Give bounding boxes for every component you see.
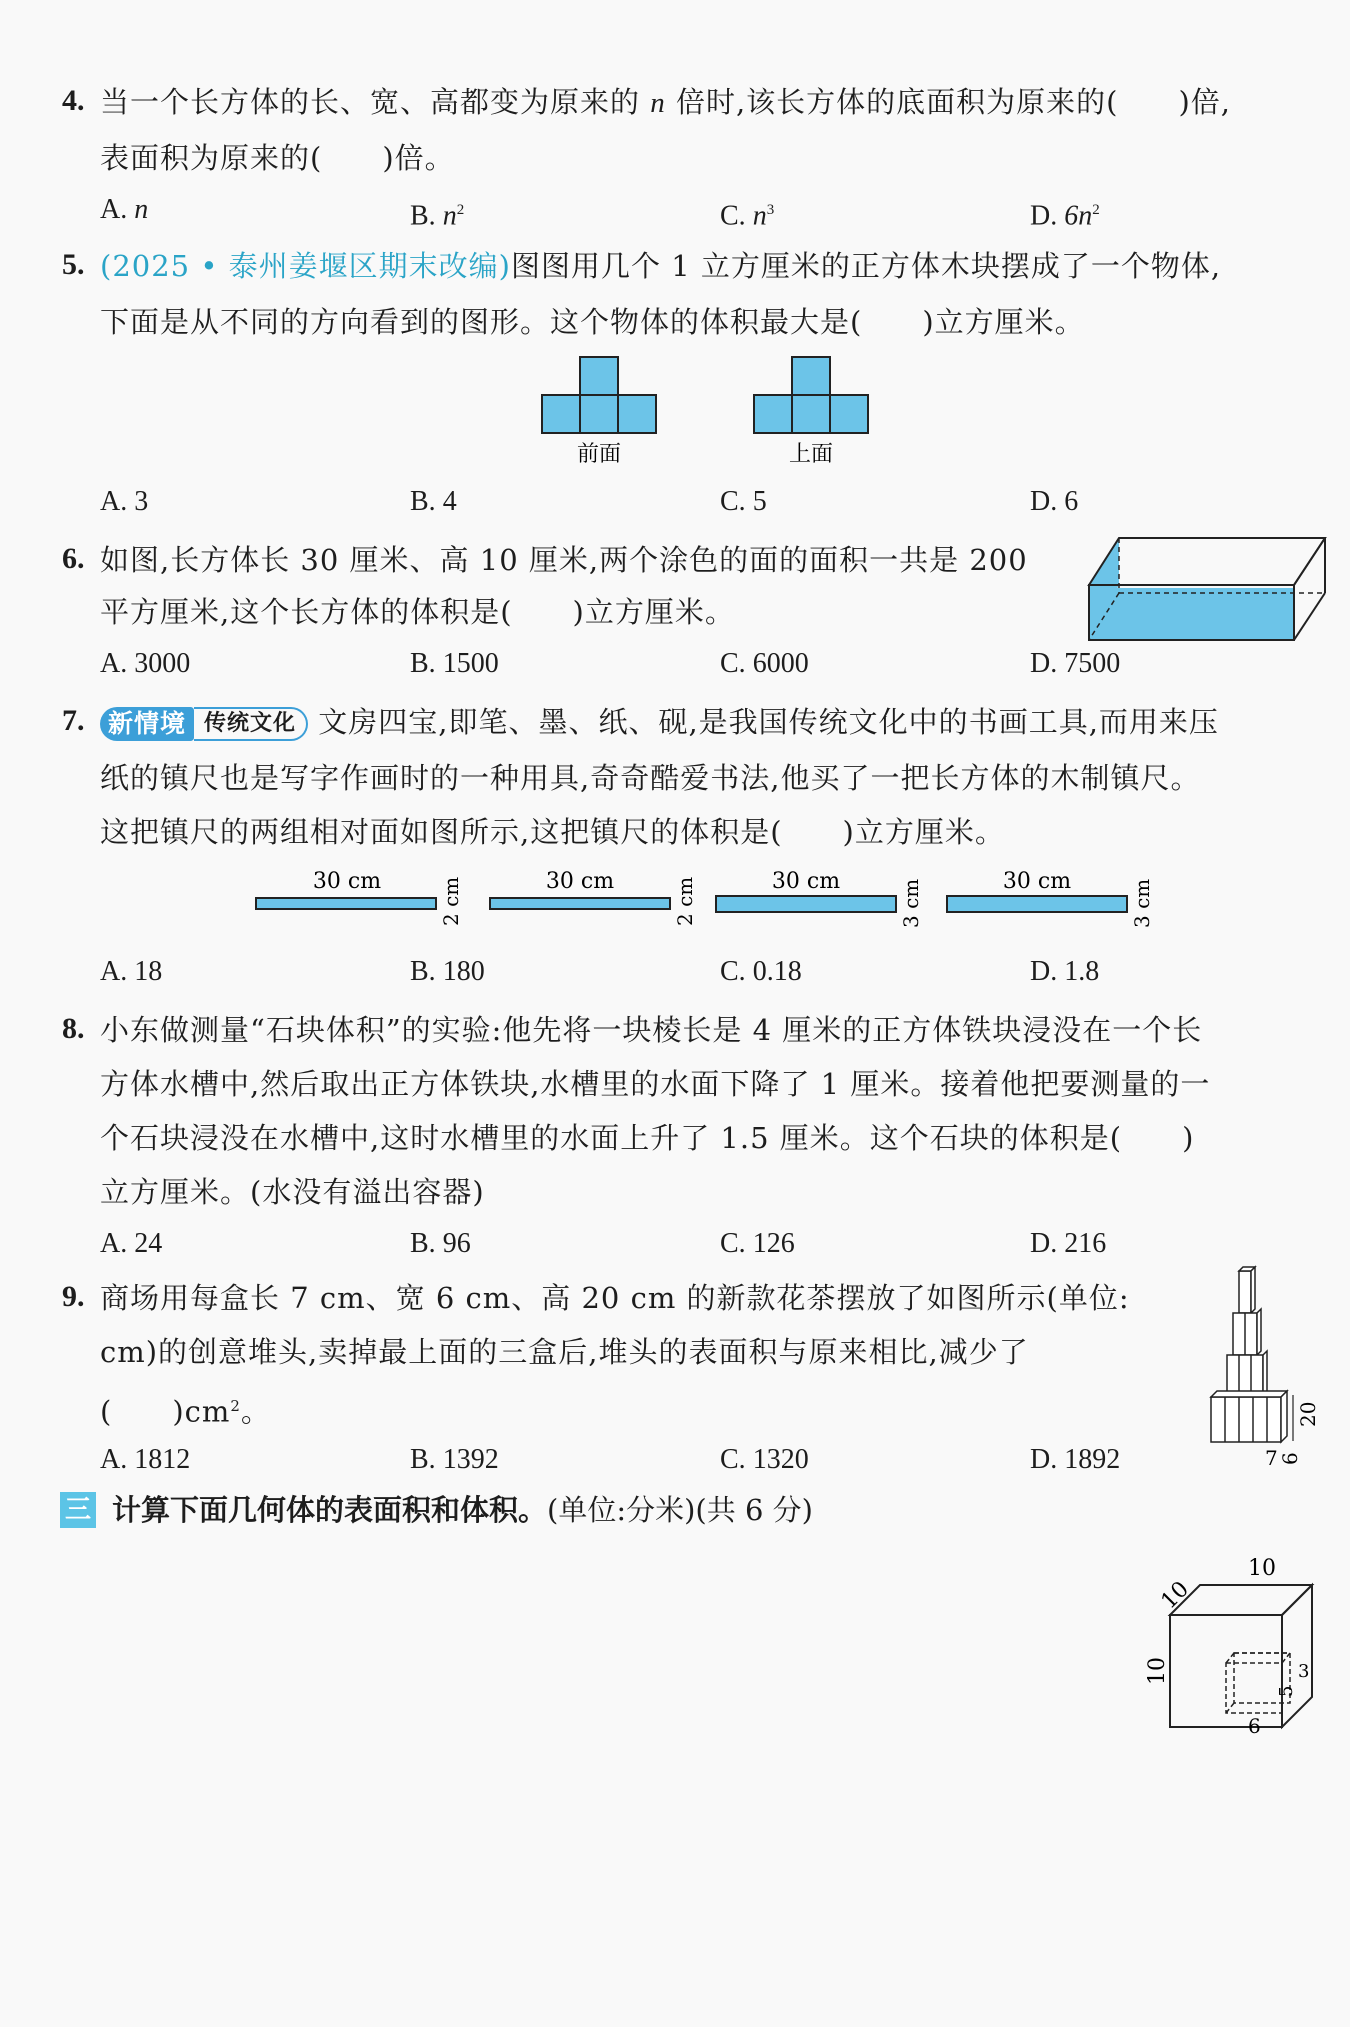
option-label: A. (100, 956, 128, 987)
q8-number: 8. (62, 1012, 85, 1045)
q5-option-c[interactable] (720, 482, 767, 522)
q8-stem-line3: 个石块浸没在水槽中,这时水槽里的水面上升了 1.5 厘米。这个石块的体积是( ) (100, 1121, 1195, 1155)
q9-fig-width: 6 (1278, 1452, 1302, 1465)
option-label: B. (410, 1228, 436, 1259)
q7-stem-line3: 这把镇尺的两组相对面如图所示,这把镇尺的体积是( )立方厘米。 (100, 815, 1005, 849)
q5-stem-line1 (100, 246, 1221, 286)
q7-option-c[interactable] (720, 952, 802, 992)
q7-face-2 (490, 869, 697, 926)
q7-face-1-side: 2 cm (439, 876, 463, 926)
option-value: 1.8 (1064, 956, 1100, 987)
section-3-top-edge: 10 (1248, 1556, 1276, 1581)
q4-number: 4. (62, 84, 85, 117)
section-3-points: (单位:分米)(共 6 分) (547, 1493, 813, 1527)
q7-option-b[interactable] (410, 952, 485, 992)
option-label: D. (1030, 648, 1058, 679)
option-label: B. (410, 200, 436, 232)
q9-stem-line2: cm)的创意堆头,卖掉最上面的三盒后,堆头的表面积与原来相比,减少了 (100, 1335, 1029, 1369)
q4-stem-line2: 表面积为原来的( )倍。 (100, 141, 455, 175)
option-exponent: 2 (456, 202, 465, 218)
q9-stem-line3 (100, 1386, 271, 1432)
q5-views-figure (530, 355, 910, 470)
option-label: D. (1030, 486, 1058, 517)
q9-number: 9. (62, 1280, 85, 1313)
q5-option-d[interactable] (1030, 482, 1078, 522)
q5-text-a: 图图用几个 1 立方厘米的正方体木块摆成了一个物体, (510, 249, 1222, 283)
option-label: A. (100, 1444, 128, 1475)
q7-face-1-length: 30 cm (312, 869, 382, 894)
option-label: C. (720, 486, 746, 517)
section-3-title (112, 1490, 813, 1530)
q5-source: (2025 • 泰州姜堰区期末改编) (100, 249, 511, 283)
option-label: C. (720, 956, 746, 987)
q4-option-c[interactable] (720, 190, 774, 236)
q7-face-1 (256, 869, 463, 926)
section-3-heading: 计算下面几何体的表面积和体积。 (112, 1493, 548, 1527)
q5-front-view (542, 357, 656, 467)
q7-face-2-length: 30 cm (545, 869, 615, 894)
q8-option-c[interactable] (720, 1224, 795, 1264)
option-value: 3 (134, 486, 149, 517)
q8-option-b[interactable] (410, 1224, 471, 1264)
option-value: 0.18 (752, 956, 802, 987)
q8-option-d[interactable] (1030, 1224, 1106, 1264)
q8-stem-line2: 方体水槽中,然后取出正方体铁块,水槽里的水面下降了 1 厘米。接着他把要测量的一 (100, 1067, 1211, 1101)
option-label: D. (1030, 1228, 1058, 1259)
q6-cuboid-figure (1085, 530, 1330, 645)
q7-face-3 (716, 869, 923, 928)
q9-fig-height: 20 (1296, 1401, 1320, 1427)
option-label: C. (720, 648, 746, 679)
q7-face-4-length: 30 cm (1002, 869, 1072, 894)
option-value: 1812 (134, 1444, 191, 1475)
q7-text-a: 文房四宝,即笔、墨、纸、砚,是我国传统文化中的书画工具,而用来压 (318, 705, 1219, 739)
option-label: B. (410, 648, 436, 679)
q7-tag-culture: 传统文化 (194, 707, 308, 741)
option-label: D. (1030, 200, 1058, 232)
option-value: 126 (752, 1228, 795, 1259)
q4-option-d[interactable] (1030, 190, 1100, 236)
q4-option-a[interactable] (100, 190, 148, 230)
option-label: C. (720, 1444, 746, 1475)
q9-stack-figure (1205, 1265, 1335, 1470)
option-exponent: 2 (1092, 202, 1100, 218)
option-label: C. (720, 1228, 746, 1259)
option-value: 18 (134, 956, 163, 987)
q4-var-n: n (650, 87, 666, 119)
section-3-hole-depth: 3 (1298, 1661, 1310, 1682)
option-label: D. (1030, 956, 1058, 987)
q8-option-a[interactable] (100, 1224, 162, 1264)
q6-number: 6. (62, 542, 85, 575)
section-3-depth-edge: 10 (1156, 1576, 1195, 1615)
q7-tag-new-context: 新情境 (100, 707, 194, 741)
q7-face-3-side: 3 cm (899, 878, 923, 928)
q6-option-a[interactable] (100, 644, 190, 684)
q9-blank-unit: ( )cm (100, 1394, 231, 1429)
option-label: A. (100, 486, 128, 517)
q7-option-d[interactable] (1030, 952, 1099, 992)
option-exponent: 3 (766, 202, 775, 218)
q5-option-b[interactable] (410, 482, 457, 522)
q8-stem-line1: 小东做测量“石块体积”的实验:他先将一块棱长是 4 厘米的正方体铁块浸没在一个长 (100, 1013, 1203, 1047)
q5-stem-line2: 下面是从不同的方向看到的图形。这个物体的体积最大是( )立方厘米。 (100, 305, 1085, 339)
section-3-hole-height: 5 (1276, 1685, 1297, 1697)
q5-top-label: 上面 (788, 442, 834, 467)
q5-option-a[interactable] (100, 482, 148, 522)
option-value: n (134, 194, 149, 225)
option-label: A. (100, 1228, 128, 1259)
q6-stem-line1: 如图,长方体长 30 厘米、高 10 厘米,两个涂色的面的面积一共是 200 (100, 543, 1028, 577)
q9-unit-exponent: 2 (230, 1397, 241, 1415)
section-3-height-edge: 10 (1145, 1657, 1170, 1685)
q4-option-b[interactable] (410, 190, 464, 236)
q7-stem-line1 (100, 702, 1219, 742)
option-value: 6000 (752, 648, 809, 679)
q7-faces-figure (250, 862, 1180, 937)
q7-option-a[interactable] (100, 952, 162, 992)
option-label: A. (100, 648, 128, 679)
q7-face-4 (947, 869, 1154, 928)
q6-stem-line2: 平方厘米,这个长方体的体积是( )立方厘米。 (100, 595, 735, 629)
q9-period: 。 (240, 1394, 271, 1429)
option-value: 4 (442, 486, 457, 517)
q9-option-b[interactable] (410, 1440, 499, 1480)
option-label: B. (410, 486, 436, 517)
option-value: n (752, 200, 767, 232)
option-label: C. (720, 200, 746, 232)
q7-face-3-length: 30 cm (771, 869, 841, 894)
q9-option-d[interactable] (1030, 1440, 1120, 1480)
option-value: 3000 (134, 648, 191, 679)
option-label: D. (1030, 1444, 1058, 1475)
option-value: 96 (442, 1228, 471, 1259)
option-value: 1500 (442, 648, 499, 679)
section-3-badge: 三 (60, 1492, 96, 1528)
q6-option-c[interactable] (720, 644, 809, 684)
q6-option-d[interactable] (1030, 644, 1120, 684)
q4-text-a: 当一个长方体的长、宽、高都变为原来的 (100, 85, 641, 119)
q9-stem-line1: 商场用每盒长 7 cm、宽 6 cm、高 20 cm 的新款花茶摆放了如图所示(单位: (100, 1281, 1130, 1315)
q4-text-b: 倍时,该长方体的底面积为原来的( )倍, (675, 85, 1232, 119)
q9-option-c[interactable] (720, 1440, 809, 1480)
q9-option-a[interactable] (100, 1440, 190, 1480)
option-value: 6n (1064, 200, 1093, 232)
option-value: 24 (134, 1228, 163, 1259)
option-label: B. (410, 1444, 436, 1475)
option-value: 7500 (1064, 648, 1121, 679)
q5-number: 5. (62, 248, 85, 281)
q5-front-label: 前面 (576, 442, 622, 467)
option-value: 216 (1064, 1228, 1107, 1259)
q4-stem-line1 (100, 82, 1231, 123)
option-value: 5 (752, 486, 767, 517)
option-value: 180 (442, 956, 485, 987)
option-value: n (442, 200, 457, 232)
q8-stem-line4: 立方厘米。(水没有溢出容器) (100, 1175, 485, 1209)
option-label: A. (100, 194, 128, 225)
option-value: 6 (1064, 486, 1079, 517)
q7-number: 7. (62, 704, 85, 737)
q7-stem-line2: 纸的镇尺也是写字作画时的一种用具,奇奇酷爱书法,他买了一把长方体的木制镇尺。 (100, 761, 1201, 795)
q6-option-b[interactable] (410, 644, 499, 684)
q9-fig-length: 7 (1265, 1446, 1278, 1470)
option-value: 1392 (442, 1444, 499, 1475)
q5-top-view (754, 357, 868, 467)
q7-face-4-side: 3 cm (1130, 878, 1154, 928)
section-3-cube-figure (1140, 1545, 1335, 1745)
q7-face-2-side: 2 cm (673, 876, 697, 926)
option-label: B. (410, 956, 436, 987)
option-value: 1892 (1064, 1444, 1121, 1475)
section-3-hole-width: 6 (1248, 1714, 1261, 1738)
option-value: 1320 (752, 1444, 809, 1475)
